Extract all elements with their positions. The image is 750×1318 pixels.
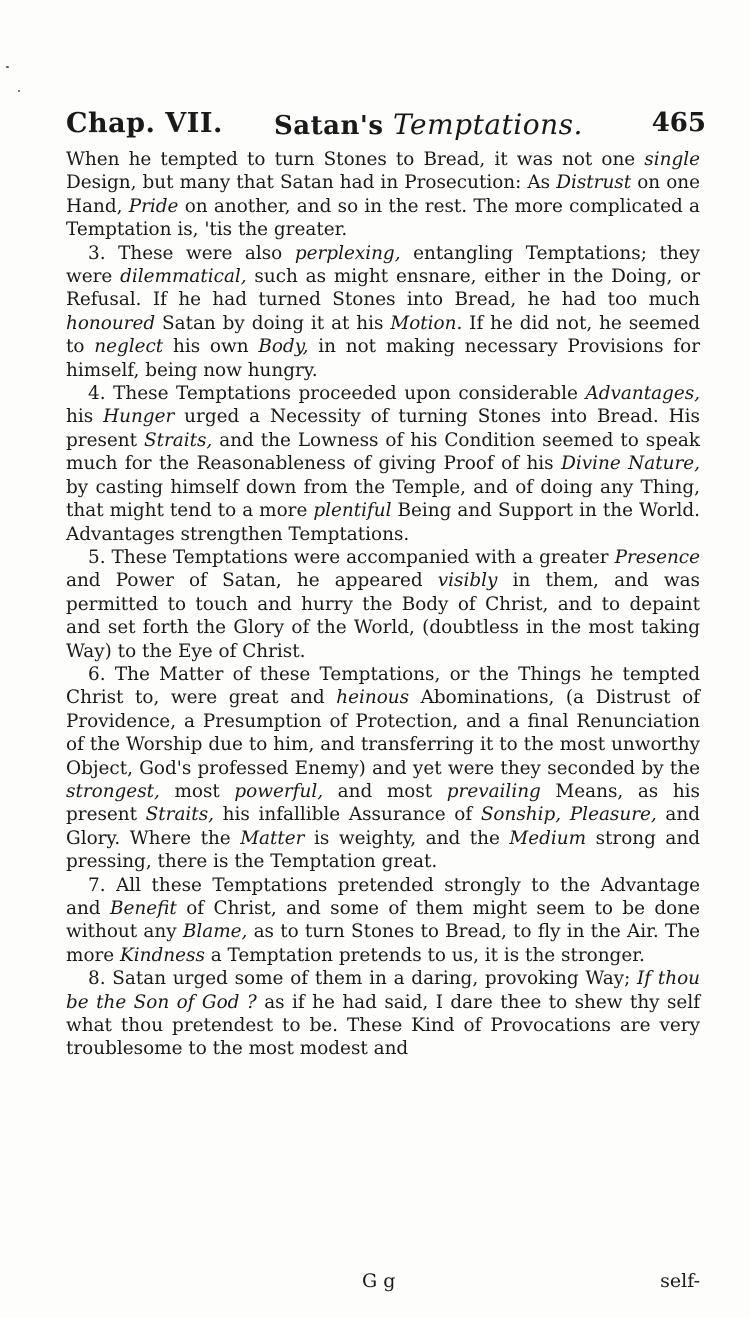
italic-text: Hunger: [103, 406, 175, 428]
paragraph: [66, 148, 700, 242]
paper-speck: [6, 66, 9, 68]
italic-text: Motion.: [390, 312, 463, 334]
italic-text: honoured: [66, 312, 156, 334]
page-footer: [66, 1270, 700, 1300]
italic-text: Distrust: [556, 172, 632, 194]
italic-text: Matter: [240, 827, 305, 849]
paragraph: [66, 382, 700, 546]
italic-text: plentiful: [313, 500, 392, 522]
text-run: is weighty, and the: [304, 827, 510, 849]
text-run: 7. All these Temptations pretended strongly to the Advantage and: [66, 874, 700, 919]
text-run: When he tempted to turn Stones to Bread, it was not one: [66, 149, 645, 170]
italic-text: neglect: [94, 336, 164, 358]
chapter-label: Chap. VII.: [66, 108, 223, 139]
text-run: his own: [163, 336, 259, 358]
paragraph: [66, 546, 700, 663]
paragraph: [66, 874, 700, 968]
italic-text: Divine Nature,: [561, 453, 700, 475]
text-run: [561, 804, 570, 825]
text-run: in not making necessary Provisions for himself, being now hungry.: [66, 336, 700, 381]
text-run: If he did not, he seemed to: [66, 312, 700, 358]
italic-text: Kindness: [120, 944, 205, 966]
italic-text: prevailing: [446, 780, 541, 802]
signature-mark: G g: [362, 1270, 396, 1292]
text-run: 6. The Matter of these Temptations, or the Things he tempted Christ to, were great and: [66, 663, 700, 709]
text-run: most: [159, 780, 235, 802]
italic-text: If thou be the Son of God ?: [66, 968, 700, 1013]
italic-text: Blame,: [182, 921, 248, 943]
italic-text: Medium: [509, 827, 587, 849]
page-number: 465: [651, 108, 706, 138]
running-header: [66, 108, 706, 148]
text-run: his infallible Assurance of: [213, 804, 481, 826]
italic-text: heinous: [336, 687, 410, 709]
text-run: and the Lowness of his Condition seemed to speak much for the Reasonableness of giving Proof of his: [66, 429, 701, 475]
text-run: on one Hand,: [66, 172, 700, 217]
italic-text: Presence: [614, 546, 700, 568]
running-title-plain: Satan's: [274, 111, 394, 141]
text-run: as if he had said, I dare thee to shew thy self what thou pretendest to be. These Kind of Provocations are very troublesome to the most modest and: [66, 991, 701, 1060]
text-run: Design, but many that Satan had in Prosecution: As: [66, 172, 557, 194]
italic-text: dilemmatical,: [120, 266, 247, 288]
italic-text: Sonship,: [480, 804, 562, 826]
running-title-italic: Temptations.: [393, 108, 583, 141]
italic-text: perplexing,: [294, 242, 401, 264]
paragraph: [66, 967, 700, 1061]
text-run: and Power of Satan, he appeared: [66, 570, 438, 592]
italic-text: Advantages,: [585, 383, 700, 405]
text-run: 5. These Temptations were accompanied with a greater: [88, 546, 615, 568]
body-text: [66, 148, 700, 1061]
paragraph: [66, 663, 700, 874]
text-run: Satan by doing it at his: [155, 312, 391, 334]
text-run: Abominations, (a Distrust of Providence, a Presumption of Protection, and a final Renunciation of the Worship due to him, and transferring it to the most unworthy Object, God's professed Enemy) and yet were they seconded by the: [66, 687, 700, 779]
catchword: self-: [660, 1270, 700, 1292]
italic-text: Straits,: [143, 429, 213, 451]
italic-text: visibly: [437, 570, 498, 592]
text-run: 4. These Temptations proceeded upon considerable: [88, 383, 586, 405]
text-run: 3. These were also: [88, 242, 295, 264]
text-run: 8. Satan urged some of them in a daring, provoking Way;: [88, 968, 638, 990]
text-run: Being and Support in the World. Advantages strengthen Temptations.: [66, 500, 700, 545]
paragraph: [66, 242, 700, 382]
paper-speck: [18, 90, 20, 92]
text-run: such as might ensnare, either in the Doing, or Refusal. If he had turned Stones into Bread, he had too much: [66, 266, 700, 311]
text-run: a Temptation pretends to us, it is the stronger.: [204, 944, 645, 966]
italic-text: Straits,: [145, 804, 214, 826]
text-run: of Christ, and some of them might seem to be done without any: [66, 898, 700, 943]
text-run: his: [66, 406, 104, 428]
running-title: [274, 108, 583, 141]
text-run: by casting himself down from the Temple, and of doing any Thing, that might tend to a more: [66, 476, 700, 522]
italic-text: Pleasure,: [569, 804, 657, 826]
text-run: on another, and so in the rest. The more complicated a Temptation is, 'tis the greater.: [66, 195, 701, 241]
text-run: Means, as his present: [66, 780, 700, 826]
text-run: strong and pressing, there is the Temptation great.: [66, 827, 700, 873]
italic-text: single: [644, 149, 700, 170]
italic-text: Body,: [258, 336, 309, 358]
italic-text: Benefit: [110, 898, 177, 919]
text-run: and Glory. Where the: [66, 804, 700, 849]
italic-text: Pride: [128, 195, 179, 217]
text-run: entangling Temptations; they were: [66, 242, 700, 288]
text-run: urged a Necessity of turning Stones into Bread. His present: [66, 406, 700, 451]
italic-text: powerful,: [234, 780, 324, 802]
text-run: as to turn Stones to Bread, to fly in the Air. The more: [66, 921, 700, 966]
text-run: and most: [323, 780, 447, 802]
italic-text: strongest,: [66, 780, 160, 802]
text-run: in them, and was permitted to touch and hurry the Body of Christ, and to depaint and set forth the Glory of the World, (doubtless in the most taking Way) to the Eye of Christ.: [66, 570, 700, 662]
